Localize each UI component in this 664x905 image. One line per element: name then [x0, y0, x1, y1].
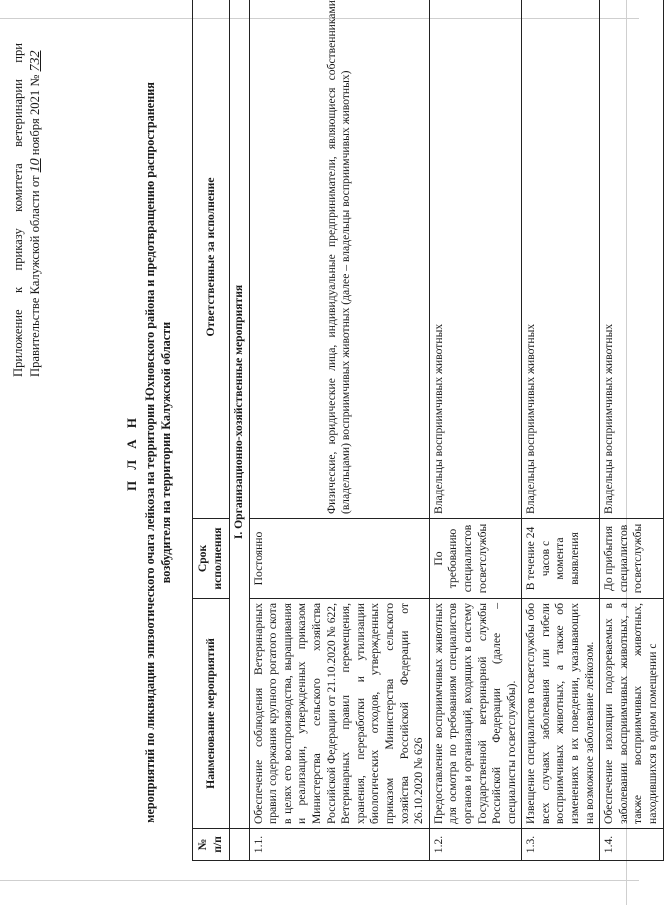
- measures-table: [192, 0, 664, 861]
- appendix-text: Приложение к приказу комитета ветеринарии при Правительстве Калужской области от: [11, 43, 42, 377]
- row-resp: Физические, юридические лица, индивидуальные предприниматели, являющиеся собственниками (владельцами) восприимчивых животных (далее – владельцы восприимчивых животных): [249, 0, 429, 519]
- row-name: Извещение специалистов госветслужбы обо всех случаях заболевания или гибели восприимчивых животных, а также об изменениях в их поведении, указывающих на возможное заболевание лейкозом.: [522, 599, 600, 829]
- appendix-date-rest: ноября 2021 №: [28, 74, 42, 156]
- header-num: № п/п: [193, 829, 230, 861]
- row-resp: Владельцы восприимчивых животных: [429, 0, 522, 519]
- row-term: По требованию специалистов госветслужбы: [429, 519, 522, 599]
- header-name: Наименование мероприятий: [193, 599, 230, 829]
- row-num: 1.1.: [249, 829, 429, 861]
- row-resp: Владельцы восприимчивых животных: [600, 0, 663, 519]
- header-term: Срок исполнения: [193, 519, 230, 599]
- appendix-number: 732: [28, 50, 43, 72]
- header-resp: Ответственные за исполнение: [193, 0, 230, 519]
- section-num-cell: [230, 829, 250, 861]
- table-row: [522, 0, 600, 861]
- plan-subtitle: мероприятий по ликвидации эпизоотического очага лейкоза на территории Юхновского района и предотвращению распространения возбудителя на территории Калужской области: [143, 82, 173, 823]
- table-header-row: [193, 0, 230, 861]
- row-term: До прибытия специалистов госветслужбы: [600, 519, 663, 599]
- row-num: 1.4.: [600, 829, 663, 861]
- row-name: Обеспечение изоляции подозреваемых в заболевании восприимчивых животных, а также восприимчивых животных, находившихся в одном помещении с: [600, 599, 663, 829]
- row-num: 1.2.: [429, 829, 522, 861]
- table-row: [600, 0, 663, 861]
- section-row: [230, 0, 250, 861]
- row-name: Предоставление восприимчивых животных для осмотра по требованиям специалистов органов и организаций, входящих в систему Государственной ветеринарной службы Российской Федерации (далее – специалисты госветслужбы).: [429, 599, 522, 829]
- row-term: В течение 24 часов с момента выявления: [522, 519, 600, 599]
- table-row: [429, 0, 522, 861]
- table-row: [249, 0, 429, 861]
- appendix-block: [10, 43, 44, 377]
- plan-title: П Л А Н: [124, 413, 139, 492]
- section-title: I. Организационно-хозяйственные мероприятия: [230, 0, 250, 829]
- row-name: Обеспечение соблюдения Ветеринарных правил содержания крупного рогатого скота в целях его воспроизводства, выращивания и реализации, утвержденных приказом Министерства сельского хозяйства Российской Федерации от 21.10.2020 № 622, Ветеринарных правил перемещения, хранения, переработки и утилизации биологических отходов, утвержденных приказом Министерства сельского хозяйства Российской Федерации от 26.10.2020 № 626: [249, 599, 429, 829]
- row-num: 1.3.: [522, 829, 600, 861]
- appendix-date-day: 10: [28, 158, 43, 173]
- row-term: Постоянно: [249, 519, 429, 599]
- row-resp: Владельцы восприимчивых животных: [522, 0, 600, 519]
